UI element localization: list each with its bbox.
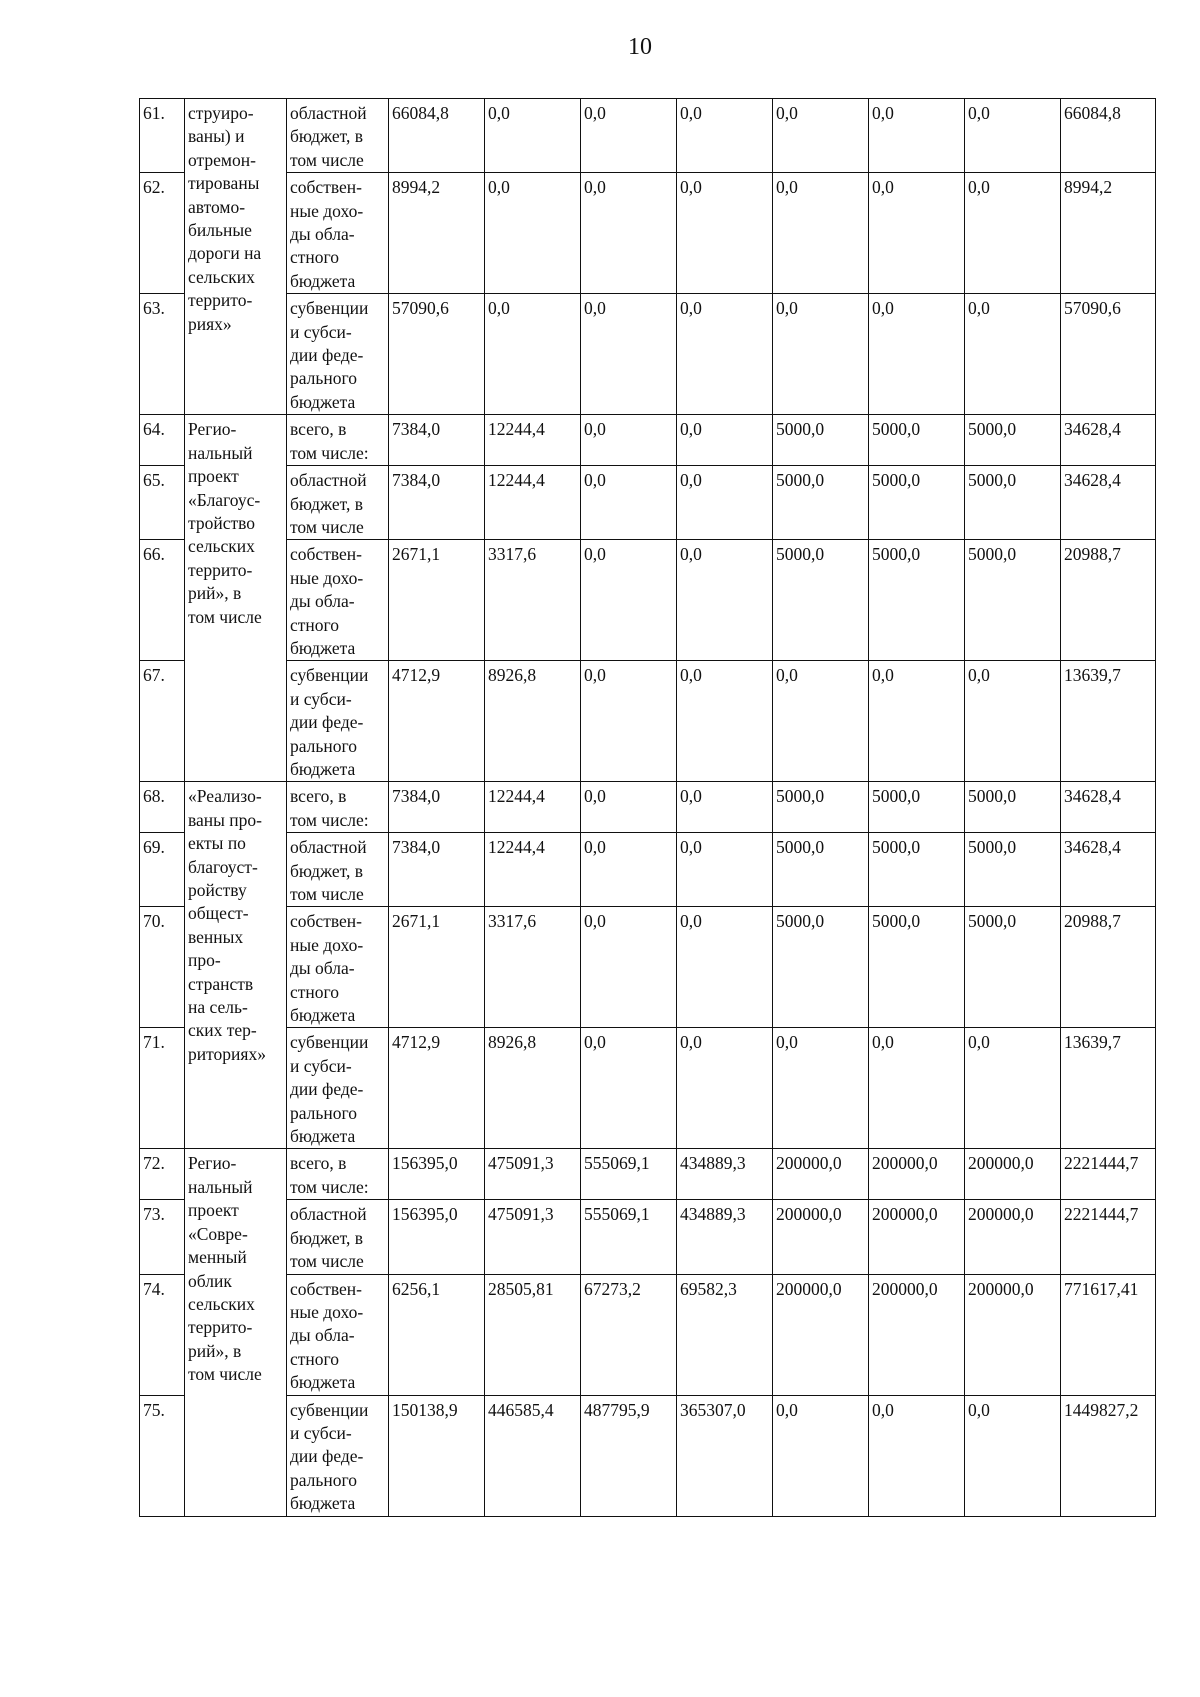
year-value: 0,0 (485, 294, 581, 415)
funding-source-text: собствен- ные дохо- ды обла- стного бюджета (290, 177, 364, 291)
funding-source (287, 1028, 389, 1149)
budget-table (139, 98, 1156, 1517)
year-value: 5000,0 (869, 833, 965, 907)
year-value: 4712,9 (389, 1028, 485, 1149)
year-value: 0,0 (773, 1028, 869, 1149)
year-value: 0,0 (581, 833, 677, 907)
funding-source (287, 99, 389, 173)
funding-source-text: всего, в том числе: (290, 419, 369, 463)
year-value: 434889,3 (677, 1149, 773, 1200)
total-value: 34628,4 (1061, 466, 1156, 540)
table-body (140, 99, 1156, 1517)
year-value: 7384,0 (389, 833, 485, 907)
row-number: 73. (140, 1200, 185, 1274)
year-value: 200000,0 (869, 1149, 965, 1200)
year-value: 12244,4 (485, 415, 581, 466)
year-value: 0,0 (773, 661, 869, 782)
year-value: 8926,8 (485, 661, 581, 782)
funding-source (287, 415, 389, 466)
year-value: 0,0 (581, 782, 677, 833)
year-value: 0,0 (581, 99, 677, 173)
year-value: 8994,2 (389, 173, 485, 294)
section-description (185, 99, 287, 415)
year-value: 2671,1 (389, 907, 485, 1028)
funding-source-text: собствен- ные дохо- ды обла- стного бюджета (290, 1278, 364, 1393)
year-value: 0,0 (869, 661, 965, 782)
funding-source-text: собствен- ные дохо- ды обла- стного бюджета (290, 544, 364, 658)
year-value: 0,0 (581, 661, 677, 782)
year-value: 0,0 (869, 1028, 965, 1149)
year-value: 487795,9 (581, 1395, 677, 1516)
year-value: 28505,81 (485, 1274, 581, 1395)
table-row (140, 415, 1156, 466)
year-value: 0,0 (965, 173, 1061, 294)
section-description (185, 1149, 287, 1516)
year-value: 156395,0 (389, 1200, 485, 1274)
funding-source (287, 540, 389, 661)
year-value: 0,0 (677, 1028, 773, 1149)
total-value: 2221444,7 (1061, 1200, 1156, 1274)
year-value: 365307,0 (677, 1395, 773, 1516)
table-row (140, 661, 1156, 782)
year-value: 7384,0 (389, 782, 485, 833)
year-value: 0,0 (869, 173, 965, 294)
table-row (140, 1395, 1156, 1516)
row-number: 64. (140, 415, 185, 466)
funding-source (287, 1274, 389, 1395)
total-value: 57090,6 (1061, 294, 1156, 415)
section-description-text: струиро- ваны) и отремон- тированы автомо- бильные дороги на сельских террито- риях» (188, 103, 262, 334)
year-value: 5000,0 (869, 415, 965, 466)
table-row (140, 833, 1156, 907)
funding-source-text: субвенции и субси- дии феде- рального бюджета (290, 1032, 369, 1147)
year-value: 200000,0 (869, 1274, 965, 1395)
year-value: 7384,0 (389, 415, 485, 466)
year-value: 0,0 (581, 466, 677, 540)
funding-source-text: субвенции и субси- дии феде- рального бюджета (290, 1399, 369, 1514)
year-value: 67273,2 (581, 1274, 677, 1395)
funding-source-text: областной бюджет, в том числе (290, 103, 367, 170)
funding-source (287, 1395, 389, 1516)
year-value: 5000,0 (773, 907, 869, 1028)
section-description-text: Регио- нальный проект «Благоус- тройство сельских террито- рий», в том числе (188, 419, 262, 627)
funding-source-text: областной бюджет, в том числе (290, 1204, 367, 1272)
year-value: 5000,0 (773, 540, 869, 661)
total-value: 13639,7 (1061, 661, 1156, 782)
funding-source (287, 1149, 389, 1200)
year-value: 200000,0 (773, 1149, 869, 1200)
total-value: 34628,4 (1061, 782, 1156, 833)
page-number: 10 (628, 34, 652, 60)
funding-source-text: всего, в том числе: (290, 1153, 369, 1197)
year-value: 5000,0 (965, 415, 1061, 466)
year-value: 69582,3 (677, 1274, 773, 1395)
year-value: 200000,0 (773, 1200, 869, 1274)
year-value: 0,0 (773, 99, 869, 173)
year-value: 156395,0 (389, 1149, 485, 1200)
table-row (140, 1200, 1156, 1274)
table-row (140, 907, 1156, 1028)
year-value: 12244,4 (485, 466, 581, 540)
year-value: 446585,4 (485, 1395, 581, 1516)
year-value: 0,0 (965, 1028, 1061, 1149)
year-value: 5000,0 (869, 782, 965, 833)
year-value: 5000,0 (869, 540, 965, 661)
year-value: 0,0 (581, 540, 677, 661)
funding-source-text: областной бюджет, в том числе (290, 470, 367, 537)
row-number: 75. (140, 1395, 185, 1516)
funding-source (287, 782, 389, 833)
table-row (140, 1028, 1156, 1149)
year-value: 66084,8 (389, 99, 485, 173)
year-value: 0,0 (869, 99, 965, 173)
row-number: 62. (140, 173, 185, 294)
table-row (140, 173, 1156, 294)
year-value: 200000,0 (773, 1274, 869, 1395)
year-value: 0,0 (965, 99, 1061, 173)
row-number: 67. (140, 661, 185, 782)
year-value: 5000,0 (773, 833, 869, 907)
year-value: 0,0 (677, 466, 773, 540)
year-value: 0,0 (581, 1028, 677, 1149)
year-value: 555069,1 (581, 1200, 677, 1274)
year-value: 150138,9 (389, 1395, 485, 1516)
year-value: 3317,6 (485, 907, 581, 1028)
table-row (140, 1274, 1156, 1395)
year-value: 5000,0 (869, 466, 965, 540)
total-value: 1449827,2 (1061, 1395, 1156, 1516)
year-value: 0,0 (677, 294, 773, 415)
table-row (140, 540, 1156, 661)
year-value: 0,0 (677, 540, 773, 661)
row-number: 65. (140, 466, 185, 540)
year-value: 200000,0 (965, 1149, 1061, 1200)
year-value: 0,0 (773, 1395, 869, 1516)
year-value: 3317,6 (485, 540, 581, 661)
section-description (185, 782, 287, 1149)
funding-source-text: собствен- ные дохо- ды обла- стного бюджета (290, 911, 364, 1026)
total-value: 66084,8 (1061, 99, 1156, 173)
year-value: 0,0 (965, 294, 1061, 415)
row-number: 72. (140, 1149, 185, 1200)
section-description-text: «Реализо- ваны про- екты по благоуст- ройству общест- венных про- странств на сель- ских тер- риториях» (188, 786, 266, 1064)
year-value: 5000,0 (773, 415, 869, 466)
table-row (140, 294, 1156, 415)
year-value: 0,0 (965, 1395, 1061, 1516)
year-value: 5000,0 (773, 782, 869, 833)
year-value: 0,0 (677, 173, 773, 294)
funding-source-text: всего, в том числе: (290, 786, 369, 830)
funding-source (287, 833, 389, 907)
section-description-text: Регио- нальный проект «Совре- менный облик сельских террито- рий», в том числе (188, 1153, 262, 1385)
funding-source (287, 294, 389, 415)
table-row (140, 782, 1156, 833)
year-value: 0,0 (581, 173, 677, 294)
year-value: 57090,6 (389, 294, 485, 415)
section-description (185, 415, 287, 782)
row-number: 68. (140, 782, 185, 833)
funding-source (287, 466, 389, 540)
year-value: 200000,0 (965, 1274, 1061, 1395)
year-value: 8926,8 (485, 1028, 581, 1149)
funding-source (287, 173, 389, 294)
row-number: 70. (140, 907, 185, 1028)
year-value: 12244,4 (485, 833, 581, 907)
year-value: 5000,0 (965, 833, 1061, 907)
total-value: 34628,4 (1061, 833, 1156, 907)
funding-source-text: субвенции и субси- дии феде- рального бюджета (290, 298, 369, 412)
funding-source-text: субвенции и субси- дии феде- рального бюджета (290, 665, 369, 779)
total-value: 20988,7 (1061, 907, 1156, 1028)
funding-source-text: областной бюджет, в том числе (290, 837, 367, 904)
row-number: 74. (140, 1274, 185, 1395)
year-value: 6256,1 (389, 1274, 485, 1395)
year-value: 0,0 (773, 173, 869, 294)
year-value: 555069,1 (581, 1149, 677, 1200)
year-value: 5000,0 (965, 540, 1061, 661)
year-value: 5000,0 (965, 466, 1061, 540)
total-value: 8994,2 (1061, 173, 1156, 294)
total-value: 13639,7 (1061, 1028, 1156, 1149)
year-value: 0,0 (677, 99, 773, 173)
table-row (140, 99, 1156, 173)
total-value: 20988,7 (1061, 540, 1156, 661)
year-value: 0,0 (869, 294, 965, 415)
year-value: 2671,1 (389, 540, 485, 661)
year-value: 5000,0 (773, 466, 869, 540)
year-value: 5000,0 (965, 907, 1061, 1028)
row-number: 69. (140, 833, 185, 907)
table-row (140, 1149, 1156, 1200)
year-value: 0,0 (677, 661, 773, 782)
year-value: 12244,4 (485, 782, 581, 833)
year-value: 7384,0 (389, 466, 485, 540)
year-value: 0,0 (965, 661, 1061, 782)
row-number: 61. (140, 99, 185, 173)
year-value: 475091,3 (485, 1149, 581, 1200)
year-value: 0,0 (581, 294, 677, 415)
total-value: 2221444,7 (1061, 1149, 1156, 1200)
total-value: 34628,4 (1061, 415, 1156, 466)
year-value: 475091,3 (485, 1200, 581, 1274)
year-value: 200000,0 (965, 1200, 1061, 1274)
year-value: 0,0 (485, 99, 581, 173)
year-value: 0,0 (677, 907, 773, 1028)
funding-source (287, 661, 389, 782)
year-value: 0,0 (581, 415, 677, 466)
row-number: 71. (140, 1028, 185, 1149)
year-value: 0,0 (485, 173, 581, 294)
table-row (140, 466, 1156, 540)
year-value: 0,0 (773, 294, 869, 415)
year-value: 5000,0 (869, 907, 965, 1028)
year-value: 0,0 (677, 782, 773, 833)
row-number: 66. (140, 540, 185, 661)
funding-source (287, 907, 389, 1028)
year-value: 0,0 (581, 907, 677, 1028)
year-value: 0,0 (677, 833, 773, 907)
total-value: 771617,41 (1061, 1274, 1156, 1395)
funding-source (287, 1200, 389, 1274)
row-number: 63. (140, 294, 185, 415)
year-value: 0,0 (677, 415, 773, 466)
year-value: 434889,3 (677, 1200, 773, 1274)
year-value: 0,0 (869, 1395, 965, 1516)
year-value: 200000,0 (869, 1200, 965, 1274)
year-value: 5000,0 (965, 782, 1061, 833)
year-value: 4712,9 (389, 661, 485, 782)
